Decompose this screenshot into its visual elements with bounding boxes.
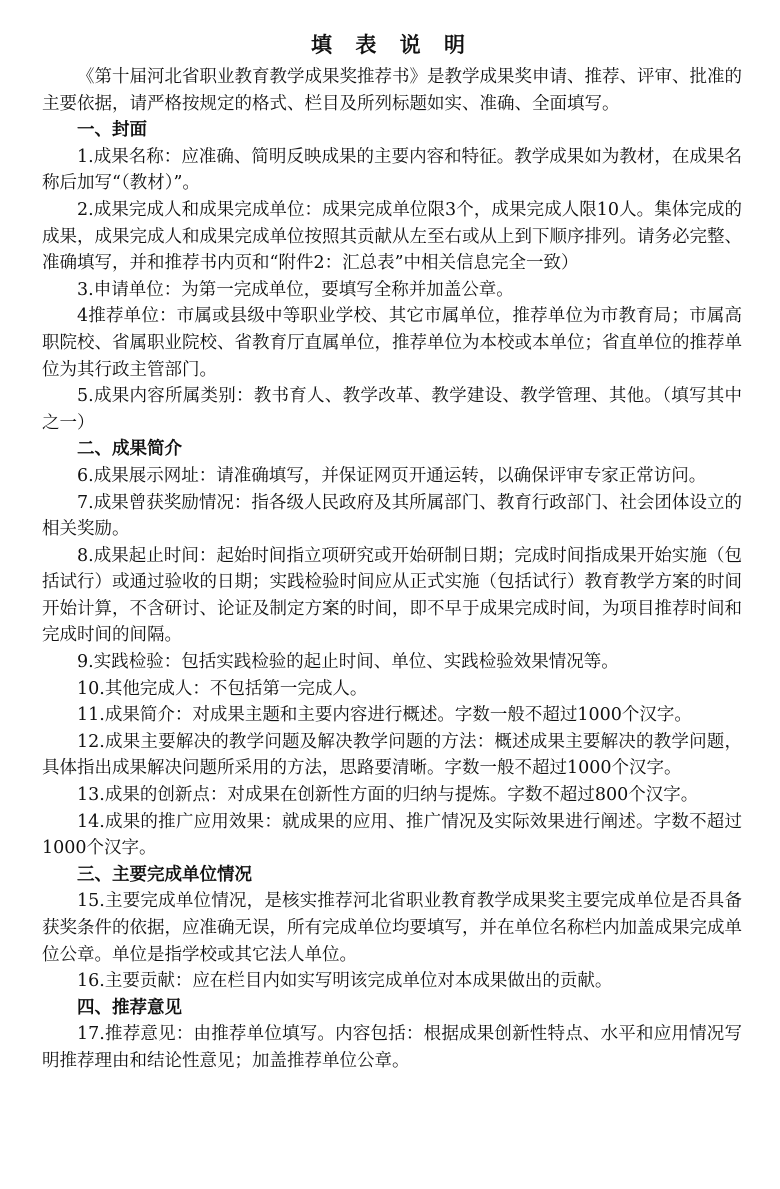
list-item: 1.成果名称：应准确、简明反映成果的主要内容和特征。教学成果如为教材，在成果名称后加写“（教材）”。: [42, 146, 742, 194]
document-title: 填 表 说 明: [311, 33, 473, 57]
list-item: 16.主要贡献：应在栏目内如实写明该完成单位对本成果做出的贡献。: [77, 971, 613, 992]
list-item: 8.成果起止时间：起始时间指立项研究或开始研制日期；完成时间指成果开始实施（包括试行）或通过验收的日期；实践检验时间应从正式实施（包括试行）教育教学方案的时间开始计算，不含研讨、论证及制定方案的时间，即不早于成果完成时间，为项目推荐时间和完成时间的间隔。: [42, 545, 742, 646]
list-item: 7.成果曾获奖励情况：指各级人民政府及其所属部门、教育行政部门、社会团体设立的相关奖励。: [42, 492, 742, 540]
section-heading: 二、成果简介: [77, 439, 182, 460]
list-item: 3.申请单位：为第一完成单位，要填写全称并加盖公章。: [77, 279, 514, 300]
section-summary: [42, 436, 742, 862]
section-cover: [42, 117, 742, 436]
section-heading: 四、推荐意见: [77, 997, 182, 1018]
list-item: 2.成果完成人和成果完成单位：成果完成单位限3个，成果完成人限10人。集体完成的成果，成果完成人和成果完成单位按照其贡献从左至右或从上到下顺序排列。请务必完整、准确填写，并和推荐书内页和“附件2：汇总表”中相关信息完全一致）: [42, 199, 742, 274]
section-heading: 三、主要完成单位情况: [77, 864, 252, 885]
list-item: 17.推荐意见：由推荐单位填写。内容包括：根据成果创新性特点、水平和应用情况写明推荐理由和结论性意见；加盖推荐单位公章。: [42, 1024, 742, 1071]
instructions-document: [42, 30, 742, 1075]
intro-paragraph: 《第十届河北省职业教育教学成果奖推荐书》是教学成果奖申请、推荐、评审、批准的主要依据，请严格按规定的格式、栏目及所列标题如实、准确、全面填写。: [42, 67, 742, 114]
section-recommendation: [42, 995, 742, 1075]
list-item: 13.成果的创新点：对成果在创新性方面的归纳与提炼。字数不超过800个汉字。: [77, 785, 699, 806]
list-item: 12.成果主要解决的教学问题及解决教学问题的方法：概述成果主要解决的教学问题，具体指出成果解决问题所采用的方法，思路要清晰。字数一般不超过1000个汉字。: [42, 731, 742, 779]
list-item: 10.其他完成人：不包括第一完成人。: [77, 678, 368, 699]
list-item: 14.成果的推广应用效果：就成果的应用、推广情况及实际效果进行阐述。字数不超过1000个汉字。: [42, 811, 742, 859]
list-item: 4推荐单位：市属或县级中等职业学校、其它市属单位，推荐单位为市教育局；市属高职院校、省属职业院校、省教育厅直属单位，推荐单位为本校或本单位；省直单位的推荐单位为其行政主管部门。: [42, 306, 742, 380]
section-heading: 一、封面: [77, 120, 147, 141]
list-item: 6.成果展示网址：请准确填写，并保证网页开通运转，以确保评审专家正常访问。: [77, 465, 707, 486]
list-item: 5.成果内容所属类别：教书育人、教学改革、教学建设、教学管理、其他。（填写其中之一）: [42, 386, 742, 433]
list-item: 9.实践检验：包括实践检验的起止时间、单位、实践检验效果情况等。: [77, 652, 619, 673]
section-units: [42, 862, 742, 995]
list-item: 11.成果简介：对成果主题和主要内容进行概述。字数一般不超过1000个汉字。: [77, 705, 692, 726]
list-item: 15.主要完成单位情况，是核实推荐河北省职业教育教学成果奖主要完成单位是否具备获奖条件的依据，应准确无误，所有完成单位均要填写，并在单位名称栏内加盖成果完成单位公章。单位是指学校或其它法人单位。: [42, 891, 742, 965]
